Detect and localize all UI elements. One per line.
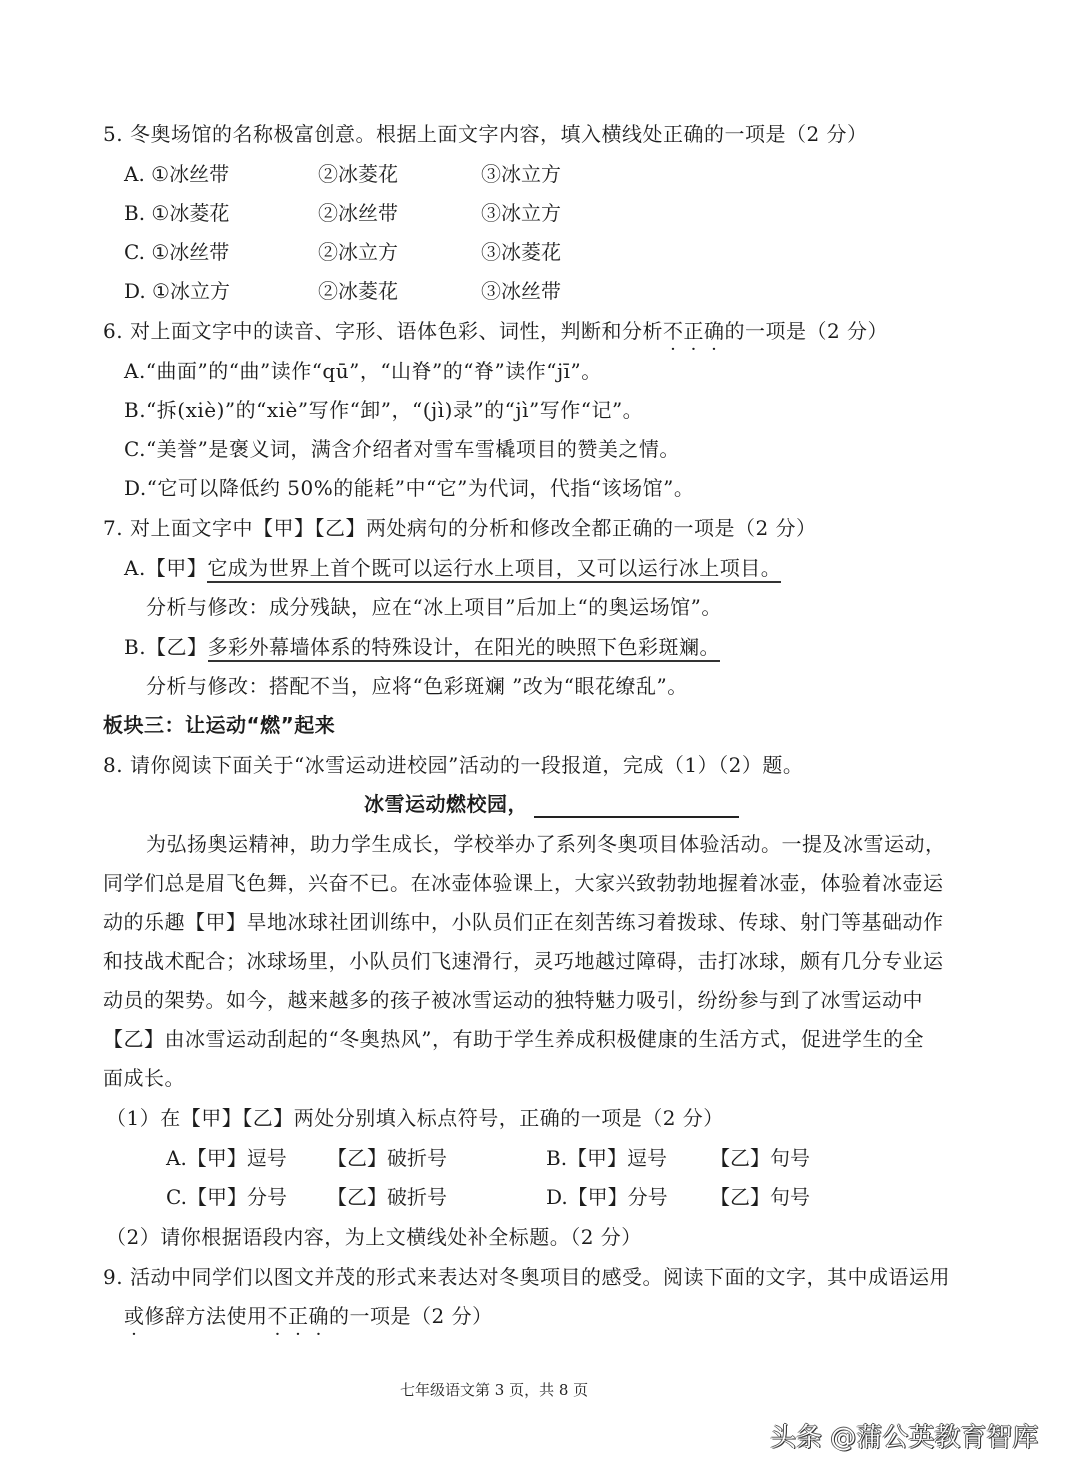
q6-stem-post: 的一项是（2 分） <box>724 319 889 343</box>
option-label: C. <box>124 240 145 264</box>
paragraph-line: 动员的架势。如今，越来越多的孩子被冰雪运动的独特魅力吸引，纷纷参与到了冰雪运动中 <box>103 988 923 1012</box>
q7-option-a <box>124 554 781 582</box>
q6-option-c: C.“美誉”是褒义词，满含介绍者对雪车雪橇项目的赞美之情。 <box>124 437 680 461</box>
emphasis-char: 确 <box>703 319 725 343</box>
q6-stem <box>103 317 888 345</box>
section-title: 板块三：让运动“燃”起来 <box>103 713 336 737</box>
watermark: 头条 @蒲公英教育智库 <box>770 1423 1039 1453</box>
q7-a-analysis: 分析与修改：成分残缺，应在“冰上项目”后加上“的奥运场馆”。 <box>146 595 722 619</box>
page-footer: 七年级语文第 3 页，共 8 页 <box>400 1381 589 1399</box>
option-c1: ①冰丝带 <box>151 240 230 264</box>
q8-sub1-option-a-second: 【乙】破折号 <box>327 1146 447 1170</box>
q8-sub1-option-b-second: 【乙】句号 <box>710 1146 810 1170</box>
emphasis-char: 不 <box>267 1304 288 1328</box>
q8-sub1-option-c: C.【甲】分号 <box>166 1185 287 1209</box>
q5-option-d-c2: ②冰菱花 <box>318 279 398 303</box>
q8-sub1-option-c-second: 【乙】破折号 <box>327 1185 447 1209</box>
q6-option-b: B.“拆(xiè)”的“xiè”写作“卸”，“(jì)录”的“jì”写作“记”。 <box>124 398 644 422</box>
emphasis-char: 正 <box>683 319 704 343</box>
option-label: D. <box>124 279 146 303</box>
q8-sub1-option-b: B.【甲】逗号 <box>546 1146 668 1170</box>
emphasis-char: 或 <box>124 1304 145 1328</box>
paragraph-line: 和技战术配合；冰球场里，小队员们飞速滑行，灵巧地越过障碍，击打冰球，颇有几分专业运 <box>103 949 944 973</box>
title-blank-line <box>534 794 739 818</box>
option-c1: ①冰立方 <box>152 279 230 303</box>
q7-a-sentence: 它成为世界上首个既可以运行水上项目，又可以运行冰上项目。 <box>207 556 781 583</box>
q5-option-b <box>124 199 229 227</box>
q5-option-a <box>124 160 229 188</box>
paragraph-line: 【乙】由冰雪运动刮起的“冬奥热风”，有助于学生养成积极健康的生活方式，促进学生的全 <box>103 1027 924 1051</box>
q5-option-c-c2: ②冰立方 <box>318 240 398 264</box>
q9-stem-line2 <box>124 1302 493 1330</box>
q8-stem: 8. 请你阅读下面关于“冰雪运动进校园”活动的一段报道，完成（1）（2）题。 <box>103 753 804 777</box>
q7-b-label: B.【乙】 <box>124 635 208 659</box>
emphasis-char: 不 <box>662 319 684 343</box>
q7-stem: 7. 对上面文字中【甲】【乙】两处病句的分析和修改全都正确的一项是（2 分） <box>103 516 817 540</box>
emphasis-char: 确 <box>308 1304 329 1328</box>
article-title-text: 冰雪运动燃校园， <box>364 792 528 816</box>
option-label: A. <box>124 162 145 186</box>
q5-option-a-c3: ③冰立方 <box>481 162 561 186</box>
q8-sub1-option-a: A.【甲】逗号 <box>166 1146 287 1170</box>
emphasis-char: 正 <box>288 1304 309 1328</box>
paragraph-line: 动的乐趣【甲】旱地冰球社团训练中，小队员们正在刻苦练习着拨球、传球、射门等基础动作 <box>103 910 944 934</box>
q9-stem-line1: 9. 活动中同学们以图文并茂的形式来表达对冬奥项目的感受。阅读下面的文字，其中成语运用 <box>103 1265 950 1289</box>
q8-sub1-option-d: D.【甲】分号 <box>546 1185 668 1209</box>
q6-option-d: D.“它可以降低约 50%的能耗”中“它”为代词，代指“该场馆”。 <box>124 476 695 500</box>
q5-option-b-c3: ③冰立方 <box>481 201 561 225</box>
q5-option-c <box>124 238 229 266</box>
q9-line2-text: 修辞方法使用 <box>144 1304 268 1328</box>
q5-option-c-c3: ③冰菱花 <box>481 240 561 264</box>
paragraph-line: 面成长。 <box>103 1066 185 1090</box>
q7-a-label: A.【甲】 <box>124 556 208 580</box>
article-title <box>364 790 739 818</box>
q7-b-analysis: 分析与修改：搭配不当，应将“色彩斑斓 ”改为“眼花缭乱”。 <box>146 674 688 698</box>
paragraph-line: 为弘扬奥运精神，助力学生成长，学校举办了系列冬奥项目体验活动。一提及冰雪运动， <box>146 832 946 856</box>
q5-option-d <box>124 277 230 305</box>
q8-sub1-option-d-second: 【乙】句号 <box>710 1185 810 1209</box>
q7-option-b <box>124 633 720 661</box>
option-c1: ①冰丝带 <box>151 162 230 186</box>
q5-option-b-c2: ②冰丝带 <box>318 201 398 225</box>
q9-line2-post: 的一项是（2 分） <box>329 1304 493 1328</box>
q7-b-sentence: 多彩外幕墙体系的特殊设计，在阳光的映照下色彩斑斓。 <box>208 635 721 662</box>
q8-sub1-stem: （1）在【甲】【乙】两处分别填入标点符号，正确的一项是（2 分） <box>106 1106 724 1130</box>
q5-option-a-c2: ②冰菱花 <box>318 162 398 186</box>
q5-stem: 5. 冬奥场馆的名称极富创意。根据上面文字内容，填入横线处正确的一项是（2 分） <box>103 122 868 146</box>
q8-sub2-stem: （2）请你根据语段内容，为上文横线处补全标题。（2 分） <box>106 1225 642 1249</box>
q6-stem-pre: 6. 对上面文字中的读音、字形、语体色彩、词性，判断和分析 <box>103 319 663 343</box>
q5-option-d-c3: ③冰丝带 <box>481 279 561 303</box>
option-label: B. <box>124 201 146 225</box>
option-c1: ①冰菱花 <box>151 201 230 225</box>
paragraph-line: 同学们总是眉飞色舞，兴奋不已。在冰壶体验课上，大家兴致勃勃地握着冰壶，体验着冰壶运 <box>103 871 944 895</box>
q6-option-a: A.“曲面”的“曲”读作“qū”，“山脊”的“脊”读作“jī”。 <box>124 359 602 383</box>
